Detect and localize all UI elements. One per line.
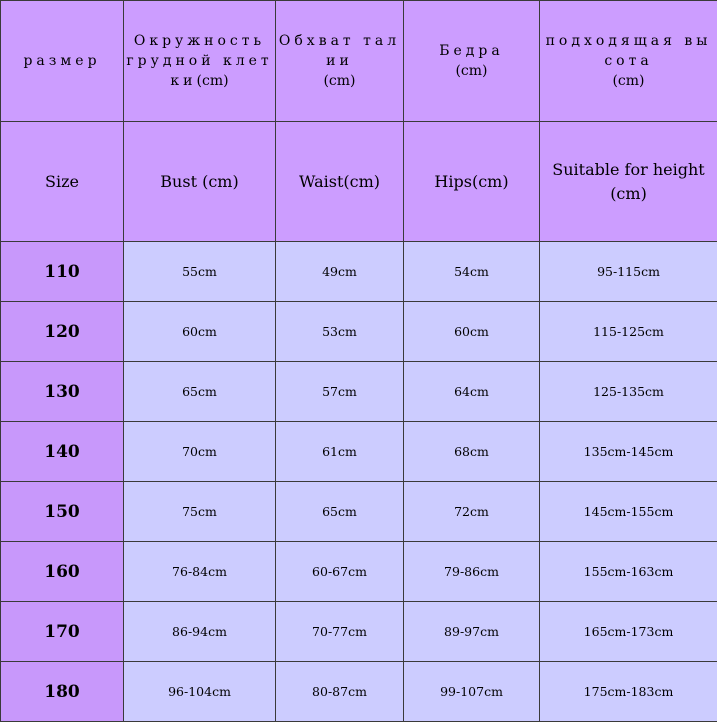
header-en-bust bbox=[124, 122, 276, 242]
height-cell: 115-125cm bbox=[540, 302, 717, 362]
table-row bbox=[1, 542, 717, 602]
header-ru-size bbox=[1, 1, 124, 122]
height-cell: 95-115cm bbox=[540, 242, 717, 302]
header-ru-size-label: размер bbox=[3, 51, 121, 71]
waist-cell: 61cm bbox=[276, 422, 404, 482]
waist-cell: 65cm bbox=[276, 482, 404, 542]
header-ru-bust bbox=[124, 1, 276, 122]
header-en-height bbox=[540, 122, 717, 242]
bust-cell: 55cm bbox=[124, 242, 276, 302]
size-cell: 110 bbox=[1, 242, 124, 302]
height-cell: 165cm-173cm bbox=[540, 602, 717, 662]
waist-cell: 57cm bbox=[276, 362, 404, 422]
height-cell: 125-135cm bbox=[540, 362, 717, 422]
height-cell: 175cm-183cm bbox=[540, 662, 717, 722]
table-row bbox=[1, 482, 717, 542]
hips-cell: 89-97cm bbox=[404, 602, 540, 662]
hips-cell: 79-86cm bbox=[404, 542, 540, 602]
bust-cell: 70cm bbox=[124, 422, 276, 482]
height-cell: 135cm-145cm bbox=[540, 422, 717, 482]
header-ru-bust-label: Окружность грудной клетки(cm) bbox=[126, 31, 273, 91]
waist-cell: 49cm bbox=[276, 242, 404, 302]
header-en-hips bbox=[404, 122, 540, 242]
header-ru-height-unit: (cm) bbox=[542, 71, 715, 91]
table-row bbox=[1, 242, 717, 302]
hips-cell: 68cm bbox=[404, 422, 540, 482]
size-cell: 120 bbox=[1, 302, 124, 362]
header-en-hips-label: Hips(cm) bbox=[406, 170, 537, 194]
size-cell: 180 bbox=[1, 662, 124, 722]
header-en-bust-label: Bust (cm) bbox=[126, 170, 273, 194]
height-cell: 145cm-155cm bbox=[540, 482, 717, 542]
table-row bbox=[1, 362, 717, 422]
header-en-waist-label: Waist(cm) bbox=[278, 170, 401, 194]
bust-cell: 75cm bbox=[124, 482, 276, 542]
header-row-russian bbox=[1, 1, 717, 122]
table-row bbox=[1, 302, 717, 362]
bust-cell: 96-104cm bbox=[124, 662, 276, 722]
bust-cell: 86-94cm bbox=[124, 602, 276, 662]
table-row bbox=[1, 602, 717, 662]
bust-cell: 60cm bbox=[124, 302, 276, 362]
header-ru-height-label: подходящая высота bbox=[542, 31, 715, 71]
hips-cell: 54cm bbox=[404, 242, 540, 302]
waist-cell: 60-67cm bbox=[276, 542, 404, 602]
size-cell: 130 bbox=[1, 362, 124, 422]
header-row-english bbox=[1, 122, 717, 242]
bust-cell: 65cm bbox=[124, 362, 276, 422]
header-en-waist bbox=[276, 122, 404, 242]
table-row bbox=[1, 662, 717, 722]
header-ru-waist-label: Обхват талии bbox=[278, 31, 401, 71]
size-cell: 160 bbox=[1, 542, 124, 602]
header-ru-waist-unit: (cm) bbox=[278, 71, 401, 91]
header-ru-hips bbox=[404, 1, 540, 122]
header-en-height-label: Suitable for height (cm) bbox=[542, 158, 715, 206]
header-en-size-label: Size bbox=[3, 170, 121, 194]
size-cell: 150 bbox=[1, 482, 124, 542]
bust-cell: 76-84cm bbox=[124, 542, 276, 602]
header-en-size bbox=[1, 122, 124, 242]
header-ru-hips-label: Бедра bbox=[406, 41, 537, 61]
size-cell: 140 bbox=[1, 422, 124, 482]
header-ru-height bbox=[540, 1, 717, 122]
hips-cell: 72cm bbox=[404, 482, 540, 542]
header-ru-bust-unit: (cm) bbox=[197, 73, 229, 89]
header-ru-hips-unit: (cm) bbox=[406, 61, 537, 81]
height-cell: 155cm-163cm bbox=[540, 542, 717, 602]
hips-cell: 99-107cm bbox=[404, 662, 540, 722]
size-cell: 170 bbox=[1, 602, 124, 662]
hips-cell: 60cm bbox=[404, 302, 540, 362]
waist-cell: 70-77cm bbox=[276, 602, 404, 662]
table-row bbox=[1, 422, 717, 482]
waist-cell: 53cm bbox=[276, 302, 404, 362]
waist-cell: 80-87cm bbox=[276, 662, 404, 722]
header-ru-waist bbox=[276, 1, 404, 122]
hips-cell: 64cm bbox=[404, 362, 540, 422]
